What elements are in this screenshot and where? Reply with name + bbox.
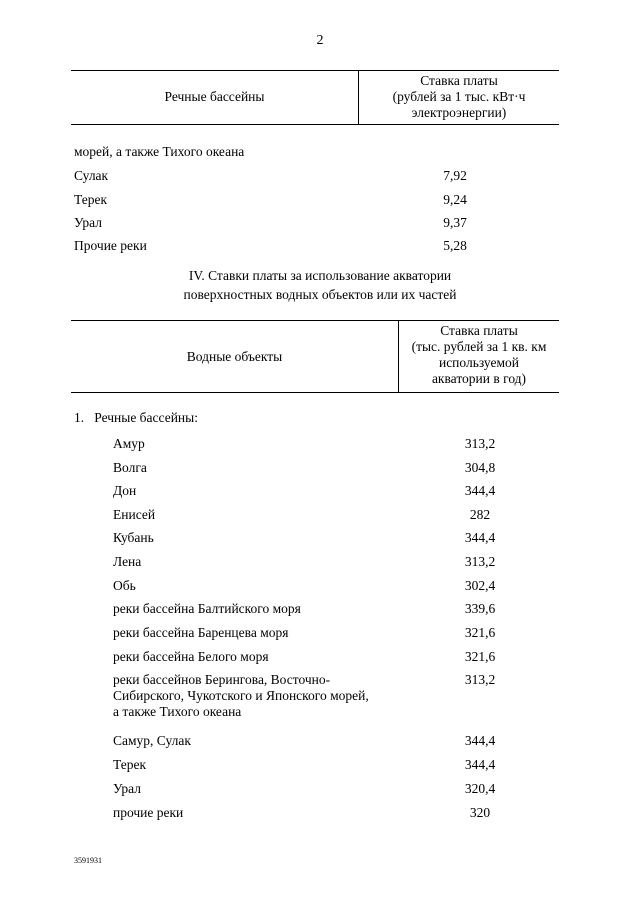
table2-row-name-line3: а также Тихого океана [113, 704, 242, 719]
table1-continuation-text: морей, а также Тихого океана [74, 144, 245, 159]
table2-row-value: 302,4 [464, 578, 496, 593]
table2-group-label: 1. Речные бассейны: [74, 410, 198, 425]
table2-row-name: Енисей [113, 507, 156, 522]
table2-row-name: Урал [113, 781, 141, 796]
table2-row-value: 344,4 [464, 483, 496, 498]
table1-row-name: Прочие реки [74, 238, 147, 253]
table2-row-value: 344,4 [464, 757, 496, 772]
table2-row-name: Амур [113, 436, 145, 451]
table2-row-name: прочие реки [113, 805, 184, 820]
document-id: 3591931 [74, 856, 102, 865]
table2-row-name-line2: Сибирского, Чукотского и Японского морей, [113, 688, 369, 703]
table2-header-right [399, 323, 559, 387]
table2-row-name: Волга [113, 460, 147, 475]
table1-row-name: Терек [74, 192, 108, 207]
table2-row-name: Самур, Сулак [113, 733, 191, 748]
table2-header-right-line4: акватории в год) [431, 371, 527, 386]
table1-header-right-line3: электроэнергии) [411, 105, 507, 120]
table1-row-value: 7,92 [443, 168, 467, 183]
table2-header-left: Водные объекты [186, 349, 283, 364]
table2-header-right-line3: используемой [438, 355, 520, 370]
table2-row-name: Терек [113, 757, 147, 772]
table2-row-value: 321,6 [464, 649, 496, 664]
table2-row-value: 282 [469, 507, 491, 522]
table2-row-name: реки бассейна Балтийского моря [113, 601, 301, 616]
table2-row-name: Кубань [113, 530, 154, 545]
table2-row-value: 320,4 [464, 781, 496, 796]
table2-row-name-multiline [113, 672, 369, 720]
table2-row-value: 313,2 [464, 554, 496, 569]
table1-header-bottom-rule [71, 124, 559, 125]
table2-row-value: 304,8 [464, 460, 496, 475]
table2-row-value: 344,4 [464, 530, 496, 545]
table2-header-right-line2: (тыс. рублей за 1 кв. км [411, 339, 547, 354]
table2-row-value: 344,4 [464, 733, 496, 748]
table2-row-name: Обь [113, 578, 136, 593]
table1-row-name: Сулак [74, 168, 109, 183]
table2-row-name: Лена [113, 554, 142, 569]
table2-header-right-line1: Ставка платы [440, 323, 518, 338]
table1-header-right-line1: Ставка платы [420, 73, 498, 88]
table1-header-right-line2: (рублей за 1 тыс. кВт·ч [392, 89, 526, 104]
table1-top-rule [71, 70, 559, 71]
section-title-line2: поверхностных водных объектов или их частей [183, 287, 457, 302]
table1-header-left: Речные бассейны [164, 89, 265, 104]
table1-row-name: Урал [74, 215, 102, 230]
section-title-line1: IV. Ставки платы за использование акватории [188, 268, 452, 283]
table2-row-name: реки бассейна Белого моря [113, 649, 269, 664]
table2-header-bottom-rule [71, 392, 559, 393]
table2-row-value: 339,6 [464, 601, 496, 616]
table2-row-value: 320 [469, 805, 491, 820]
table2-row-name-line1: реки бассейнов Берингова, Восточно- [113, 672, 331, 687]
table1-row-value: 5,28 [443, 238, 467, 253]
table2-row-name: реки бассейна Баренцева моря [113, 625, 289, 640]
table2-row-value: 313,2 [464, 672, 496, 687]
table2-row-value: 321,6 [464, 625, 496, 640]
table2-row-name: Дон [113, 483, 137, 498]
table1-header-right [359, 73, 559, 121]
table2-top-rule [71, 320, 559, 321]
table1-row-value: 9,24 [443, 192, 467, 207]
table1-row-value: 9,37 [443, 215, 467, 230]
table2-row-value: 313,2 [464, 436, 496, 451]
page-number: 2 [316, 33, 324, 48]
